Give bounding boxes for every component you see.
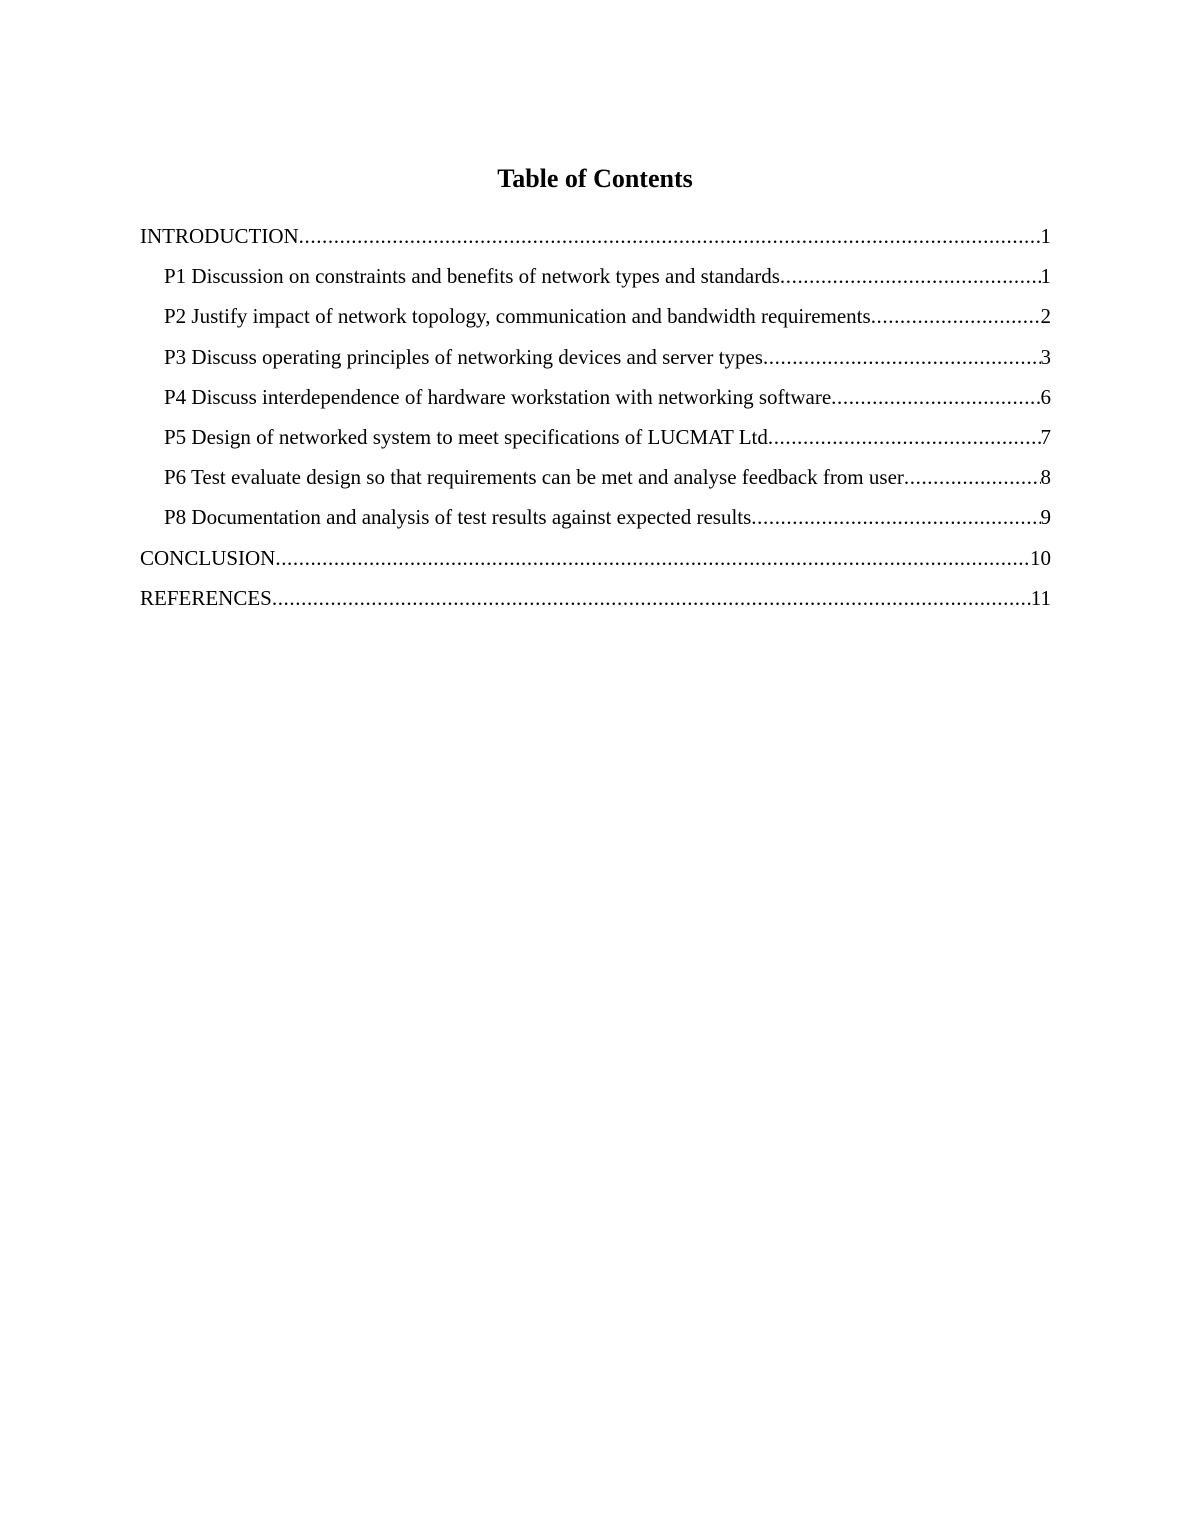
toc-entry-text: P5 Design of networked system to meet specifications of LUCMAT Ltd <box>164 424 768 449</box>
toc-entry-text: P2 Justify impact of network topology, communication and bandwidth requirements <box>164 304 871 329</box>
toc-page-number: 9 <box>1040 505 1051 530</box>
toc-entry-conclusion[interactable] <box>140 540 1051 580</box>
toc-list <box>140 218 1051 620</box>
toc-entry-p8[interactable] <box>140 499 1051 539</box>
toc-page-number: 3 <box>1040 344 1051 369</box>
toc-title: Table of Contents <box>497 164 693 193</box>
toc-entry-p2[interactable] <box>140 298 1051 338</box>
toc-dot-leader <box>763 339 1041 375</box>
toc-dot-leader <box>780 258 1041 294</box>
toc-page-number: 8 <box>1040 465 1051 490</box>
toc-entry-introduction[interactable] <box>140 218 1051 258</box>
toc-entry-text: CONCLUSION <box>140 545 276 570</box>
toc-entry-p5[interactable] <box>140 419 1051 459</box>
toc-entry-text: P8 Documentation and analysis of test results against expected results <box>164 505 752 530</box>
toc-page-number: 2 <box>1040 304 1051 329</box>
toc-entry-text: P6 Test evaluate design so that requirements can be met and analyse feedback from user <box>164 465 904 490</box>
toc-page-number: 6 <box>1040 384 1051 409</box>
toc-dot-leader <box>272 580 1031 616</box>
toc-dot-leader <box>904 459 1041 495</box>
toc-dot-leader <box>831 379 1040 415</box>
toc-entry-p6[interactable] <box>140 459 1051 499</box>
toc-entry-references[interactable] <box>140 580 1051 620</box>
toc-entry-text: P4 Discuss interdependence of hardware workstation with networking software <box>164 384 832 409</box>
toc-page-number: 1 <box>1040 224 1051 248</box>
toc-entry-p3[interactable] <box>140 339 1051 379</box>
toc-dot-leader <box>299 218 1041 254</box>
toc-page-number: 11 <box>1030 585 1051 610</box>
toc-dot-leader <box>871 298 1041 334</box>
toc-entry-text: INTRODUCTION <box>140 224 299 248</box>
toc-dot-leader <box>275 540 1030 576</box>
toc-page-number: 1 <box>1040 264 1051 289</box>
toc-page-number: 10 <box>1030 545 1051 570</box>
toc-entry-p1[interactable] <box>140 258 1051 298</box>
toc-entry-text: P1 Discussion on constraints and benefits of network types and standards <box>164 264 780 289</box>
toc-page-number: 7 <box>1040 424 1051 449</box>
toc-entry-p4[interactable] <box>140 379 1051 419</box>
toc-dot-leader <box>768 419 1041 455</box>
toc-entry-text: P3 Discuss operating principles of networking devices and server types <box>164 344 763 369</box>
toc-entry-text: REFERENCES <box>140 585 272 610</box>
toc-dot-leader <box>751 499 1040 535</box>
